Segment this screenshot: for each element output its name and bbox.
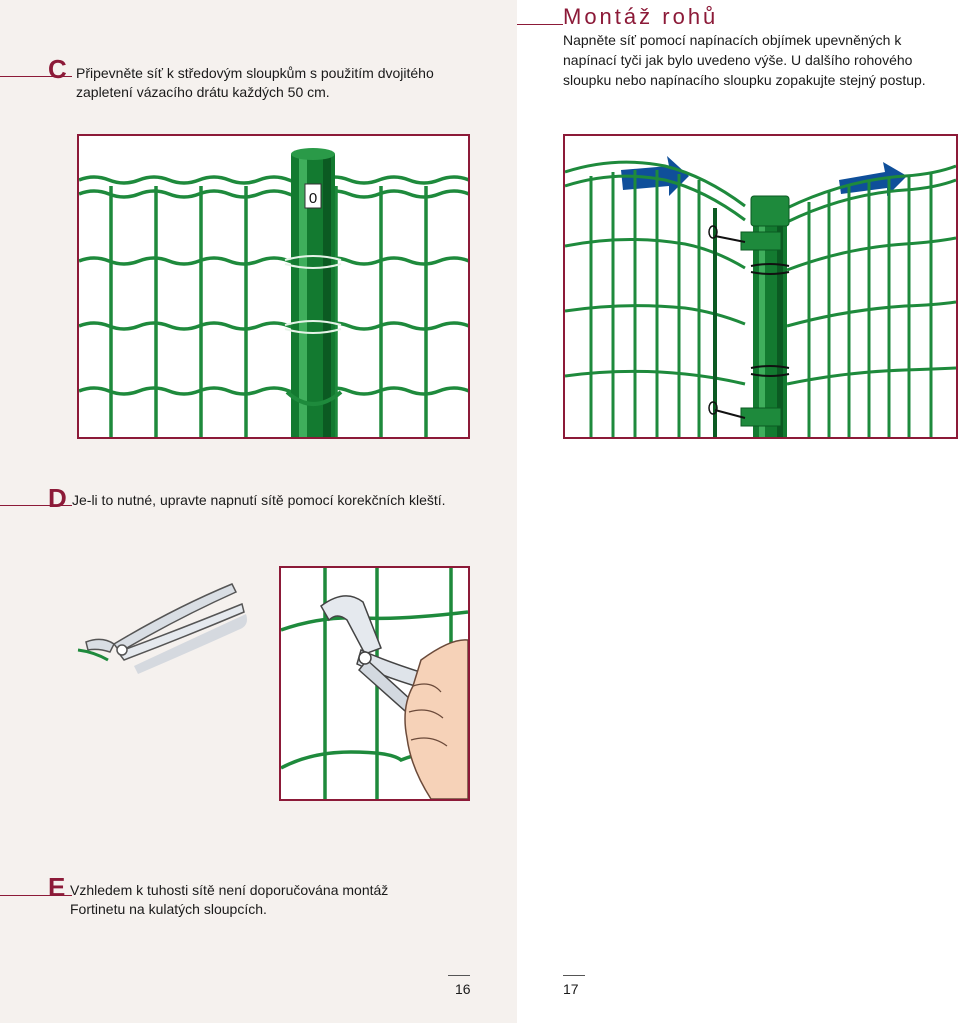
hand: [405, 640, 468, 799]
step-e-text: Vzhledem k tuhosti sítě není doporučována montáž Fortinetu na kulatých sloupcích.: [70, 882, 389, 917]
mesh-wires-right: [787, 166, 956, 437]
mesh-vertical-wires: [111, 186, 426, 437]
page-number-16-rule: [448, 975, 470, 976]
mesh-horizontal-wires: [79, 177, 468, 394]
post-cap-label: 0: [308, 190, 318, 207]
section-title: Montáž rohů: [563, 4, 719, 29]
direction-arrows: [621, 156, 907, 196]
mesh-wires-left: [565, 162, 745, 437]
step-c-text: Připevněte síť k středovým sloupkům s použitím dvojitého zapletení vázacího drátu každých 50 cm.: [76, 65, 434, 100]
page-number-right: 17: [563, 981, 579, 997]
title-rule: [517, 24, 563, 25]
step-d-text: Je-li to nutné, upravte napnutí sítě pomocí korekčních kleští.: [72, 492, 446, 508]
step-e-letter: E: [48, 872, 66, 902]
page-number-left: 16: [455, 981, 471, 997]
page-number-17-rule: [563, 975, 585, 976]
corner-instruction-text: Napněte síť pomocí napínacích objímek upevněných k napínací tyči jak bylo uvedeno výše. U dalšího rohového sloupku nebo napínacího sloupku zopakujte stejný postup.: [563, 32, 926, 88]
figure-corner-post: [563, 134, 958, 439]
step-c-letter: C: [48, 54, 67, 84]
step-d-letter: D: [48, 483, 67, 513]
correction-pliers-illustration: [74, 578, 274, 688]
figure-c-mesh-post: [77, 134, 470, 439]
figure-d-pliers-on-mesh: [279, 566, 470, 801]
